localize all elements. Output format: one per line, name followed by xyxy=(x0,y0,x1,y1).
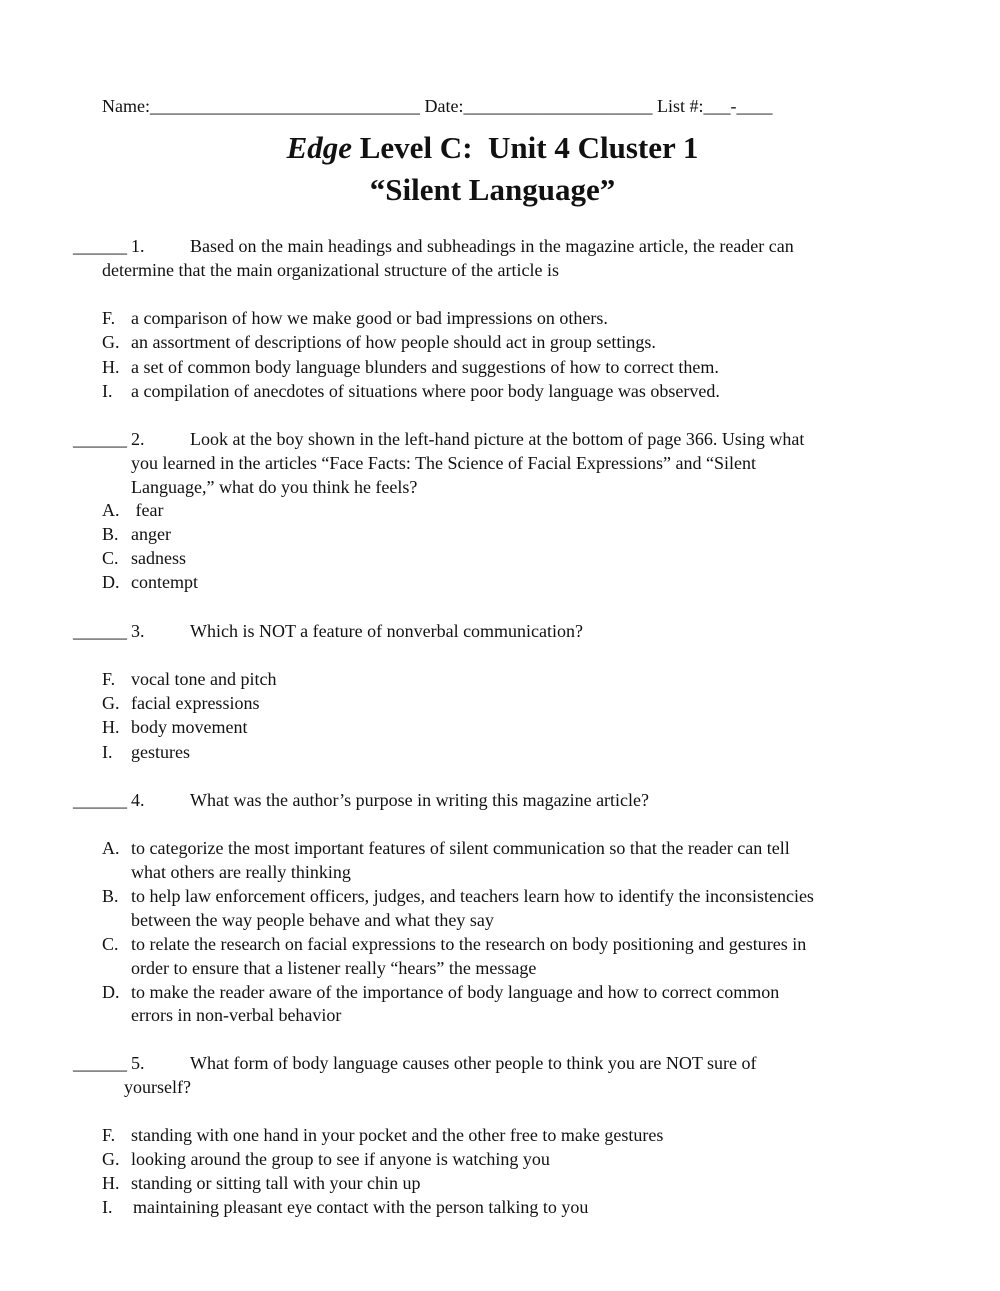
name-field[interactable]: ______________________________ xyxy=(149,96,420,116)
question-number: 2. xyxy=(131,429,145,449)
title-rest: Level C: Unit 4 Cluster 1 xyxy=(352,130,699,165)
date-field[interactable]: _____________________ xyxy=(463,96,653,116)
name-label: Name: xyxy=(102,96,150,116)
option-text[interactable]: to make the reader aware of the importance of body language and how to correct common xyxy=(131,982,780,1002)
option-letter: B. xyxy=(102,524,119,544)
option-letter: H. xyxy=(102,357,120,377)
option-letter: G. xyxy=(102,693,120,713)
option-text-continued: what others are really thinking xyxy=(131,862,351,882)
date-label: Date: xyxy=(424,96,464,116)
question-text: Based on the main headings and subheadings in the magazine article, the reader can xyxy=(190,236,794,256)
option-text[interactable]: a comparison of how we make good or bad impressions on others. xyxy=(131,308,608,328)
question-number: 5. xyxy=(131,1053,145,1073)
list-field[interactable]: ___-____ xyxy=(703,96,773,116)
option-letter: F. xyxy=(102,308,116,328)
option-letter: A. xyxy=(102,838,120,858)
option-letter: I. xyxy=(102,381,113,401)
option-letter: H. xyxy=(102,1173,120,1193)
option-text[interactable]: facial expressions xyxy=(131,693,260,713)
option-letter: C. xyxy=(102,934,119,954)
title-italic: Edge xyxy=(286,130,352,165)
option-text[interactable]: anger xyxy=(131,524,171,544)
option-letter: B. xyxy=(102,886,119,906)
question-text: Which is NOT a feature of nonverbal communication? xyxy=(190,621,584,641)
question-text: yourself? xyxy=(124,1077,191,1097)
option-text[interactable]: standing or sitting tall with your chin up xyxy=(131,1173,421,1193)
option-letter: A. xyxy=(102,500,120,520)
list-label: List #: xyxy=(656,96,704,116)
option-text[interactable]: vocal tone and pitch xyxy=(131,669,277,689)
option-letter: G. xyxy=(102,1149,120,1169)
question-number: 1. xyxy=(131,236,145,256)
page-subtitle: “Silent Language” xyxy=(369,172,616,207)
answer-blank[interactable]: ______ xyxy=(73,790,127,810)
question-text: Language,” what do you think he feels? xyxy=(131,477,418,497)
option-letter: I. xyxy=(102,1197,113,1217)
option-letter: I. xyxy=(102,742,113,762)
option-text[interactable]: sadness xyxy=(131,548,186,568)
question-text: What form of body language causes other people to think you are NOT sure of xyxy=(190,1053,757,1073)
option-letter: H. xyxy=(102,717,120,737)
option-text[interactable]: looking around the group to see if anyone is watching you xyxy=(131,1149,550,1169)
option-text[interactable]: fear xyxy=(131,500,164,520)
option-letter: D. xyxy=(102,982,120,1002)
header-line xyxy=(102,94,772,118)
option-text[interactable]: standing with one hand in your pocket and the other free to make gestures xyxy=(131,1125,664,1145)
option-letter: G. xyxy=(102,332,120,352)
option-text[interactable]: to help law enforcement officers, judges, and teachers learn how to identify the inconsistencies xyxy=(131,886,814,906)
question-number: 3. xyxy=(131,621,145,641)
question-number: 4. xyxy=(131,790,145,810)
option-text-continued: errors in non-verbal behavior xyxy=(131,1005,342,1025)
option-letter: C. xyxy=(102,548,119,568)
option-text[interactable]: a compilation of anecdotes of situations where poor body language was observed. xyxy=(131,381,720,401)
option-text-continued: order to ensure that a listener really “hears” the message xyxy=(131,958,537,978)
option-letter: F. xyxy=(102,1125,116,1145)
option-text-continued: between the way people behave and what they say xyxy=(131,910,494,930)
option-text[interactable]: a set of common body language blunders and suggestions of how to correct them. xyxy=(131,357,719,377)
option-text[interactable]: to relate the research on facial expressions to the research on body positioning and gestures in xyxy=(131,934,807,954)
question-text: determine that the main organizational structure of the article is xyxy=(102,260,559,280)
option-text[interactable]: maintaining pleasant eye contact with the person talking to you xyxy=(133,1197,589,1217)
answer-blank[interactable]: ______ xyxy=(73,429,127,449)
option-text[interactable]: to categorize the most important features of silent communication so that the reader can tell xyxy=(131,838,790,858)
option-text[interactable]: body movement xyxy=(131,717,248,737)
question-text: What was the author’s purpose in writing this magazine article? xyxy=(190,790,650,810)
option-letter: D. xyxy=(102,572,120,592)
page-title xyxy=(0,128,985,168)
answer-blank[interactable]: ______ xyxy=(73,1053,127,1073)
answer-blank[interactable]: ______ xyxy=(73,236,127,256)
option-text[interactable]: an assortment of descriptions of how people should act in group settings. xyxy=(131,332,656,352)
answer-blank[interactable]: ______ xyxy=(73,621,127,641)
option-letter: F. xyxy=(102,669,116,689)
question-text: Look at the boy shown in the left-hand picture at the bottom of page 366. Using what xyxy=(190,429,805,449)
question-text: you learned in the articles “Face Facts: The Science of Facial Expressions” and “Silent xyxy=(131,453,756,473)
option-text[interactable]: gestures xyxy=(131,742,190,762)
option-text[interactable]: contempt xyxy=(131,572,198,592)
